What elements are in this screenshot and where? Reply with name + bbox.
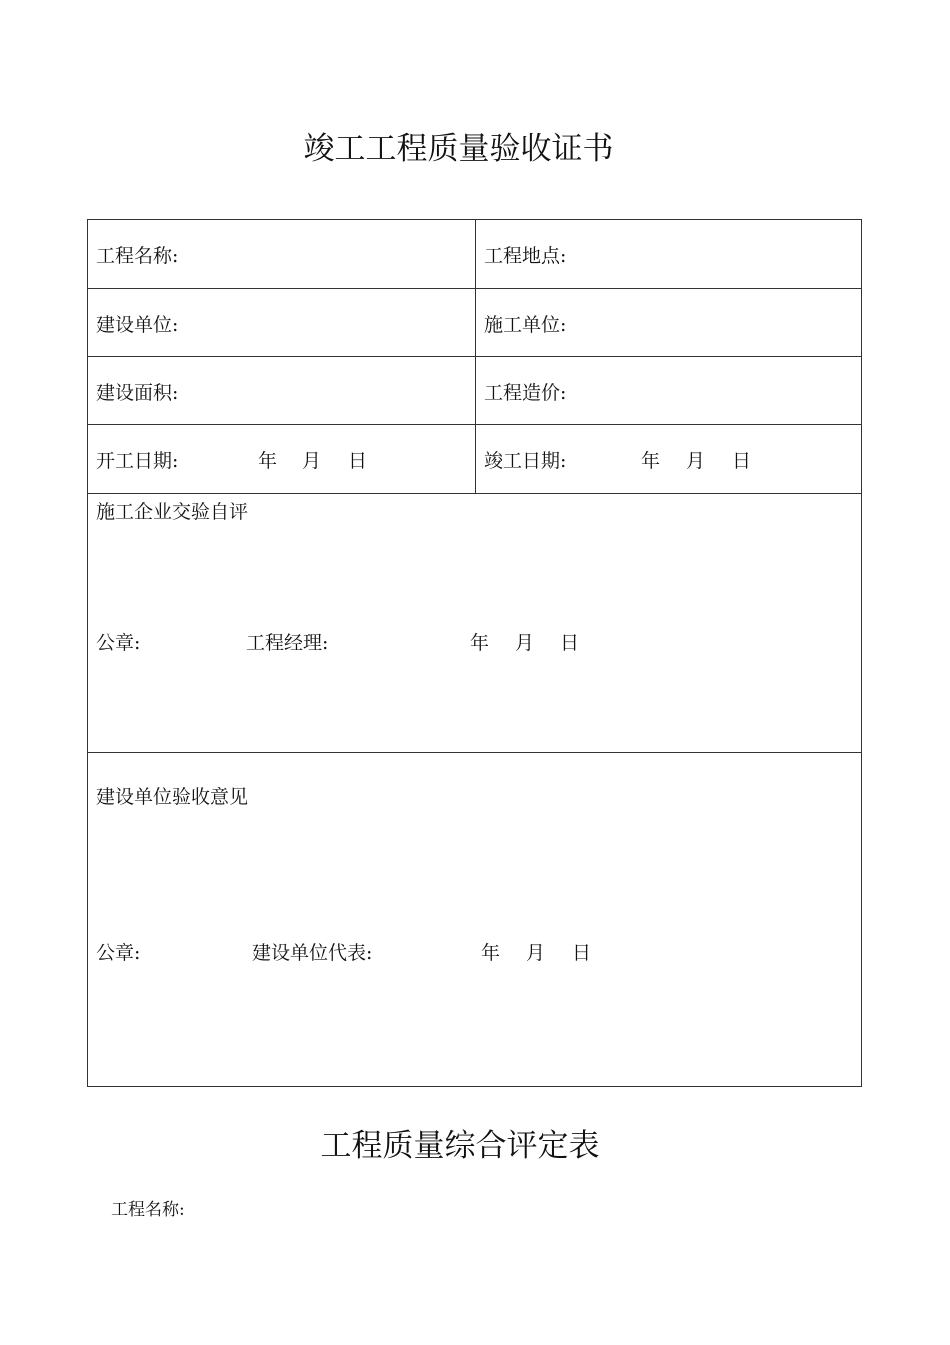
- form-row: [88, 289, 861, 357]
- owner-unit-label: 建设单位:: [96, 314, 179, 336]
- building-area-cell[interactable]: [88, 357, 476, 424]
- owner-acceptance-heading: 建设单位验收意见: [96, 786, 249, 808]
- evaluation-project-name-label: 工程名称:: [111, 1200, 185, 1220]
- form-row-dates: [88, 425, 861, 494]
- completion-date-year: 年: [641, 450, 661, 472]
- construction-unit-label: 施工单位:: [484, 314, 567, 336]
- project-cost-cell[interactable]: [476, 357, 863, 424]
- project-cost-label: 工程造价:: [484, 382, 567, 404]
- project-manager-label: 工程经理:: [246, 632, 329, 654]
- completion-date-month: 月: [686, 450, 706, 472]
- evaluation-title: 工程质量综合评定表: [320, 1128, 600, 1164]
- project-name-label: 工程名称:: [96, 245, 179, 267]
- project-name-cell[interactable]: [88, 220, 476, 288]
- owner-sign-year: 年: [481, 942, 501, 964]
- completion-date-label: 竣工日期:: [484, 450, 567, 472]
- start-date-day: 日: [348, 450, 368, 472]
- completion-date-cell[interactable]: [476, 425, 863, 493]
- contractor-sign-day: 日: [560, 632, 580, 654]
- start-date-year: 年: [258, 450, 278, 472]
- form-row: [88, 220, 861, 289]
- acceptance-form-table: [87, 219, 862, 1087]
- contractor-sign-year: 年: [470, 632, 490, 654]
- completion-date-day: 日: [732, 450, 752, 472]
- contractor-seal-label: 公章:: [96, 632, 141, 654]
- project-location-label: 工程地点:: [484, 245, 567, 267]
- certificate-title: 竣工工程质量验收证书: [303, 131, 614, 167]
- start-date-cell[interactable]: [88, 425, 476, 493]
- owner-unit-cell[interactable]: [88, 289, 476, 356]
- form-row: [88, 357, 861, 425]
- start-date-label: 开工日期:: [96, 450, 179, 472]
- contractor-assessment-section[interactable]: [88, 494, 861, 753]
- owner-acceptance-section[interactable]: [88, 753, 861, 1087]
- owner-sign-month: 月: [526, 942, 546, 964]
- owner-seal-label: 公章:: [96, 942, 141, 964]
- construction-unit-cell[interactable]: [476, 289, 863, 356]
- contractor-sign-month: 月: [515, 632, 535, 654]
- owner-sign-day: 日: [572, 942, 592, 964]
- building-area-label: 建设面积:: [96, 382, 179, 404]
- owner-representative-label: 建设单位代表:: [252, 942, 373, 964]
- contractor-assessment-heading: 施工企业交验自评: [96, 501, 249, 523]
- project-location-cell[interactable]: [476, 220, 863, 288]
- start-date-month: 月: [302, 450, 322, 472]
